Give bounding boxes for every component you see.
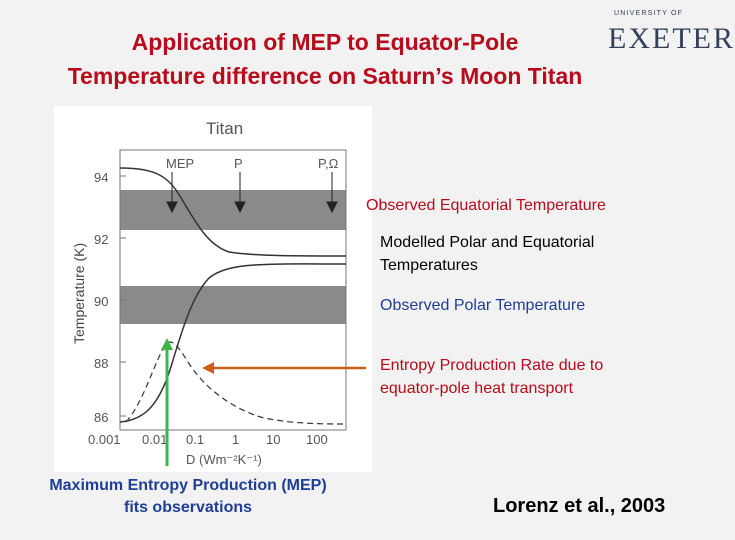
x-tick-label: 0.1: [186, 432, 205, 447]
logo-name: EXETER: [608, 22, 735, 55]
mep-caption-line2: fits observations: [123, 499, 253, 516]
entropy-label-line1: Entropy Production Rate due to: [380, 357, 604, 374]
titan-figure: [54, 106, 372, 472]
figure-ylabel: Temperature (K): [71, 242, 87, 344]
x-tick-label: 100: [306, 432, 328, 447]
logo-top-text: UNIVERSITY OF: [614, 10, 684, 17]
y-tick-label: 86: [94, 410, 109, 425]
y-tick-label: 88: [94, 356, 109, 371]
modelled-temperatures-label-line1: Modelled Polar and Equatorial: [380, 234, 595, 251]
university-logo: [574, 8, 735, 66]
x-axis-label: D (Wm⁻²K⁻¹): [186, 452, 262, 467]
observed-equatorial-label: Observed Equatorial Temperature: [366, 197, 606, 214]
y-tick-label: 94: [94, 170, 109, 185]
arrow-label-p: P: [234, 156, 243, 171]
observed-equatorial-band: [120, 190, 346, 230]
x-tick-label: 1: [232, 432, 240, 447]
figure-title: Titan: [206, 119, 244, 138]
x-tick-label: 0.01: [142, 432, 168, 447]
observed-polar-label: Observed Polar Temperature: [380, 297, 586, 314]
citation: Lorenz et al., 2003: [493, 495, 666, 517]
x-tick-label: 0.001: [88, 432, 121, 447]
slide-title-line2: Temperature difference on Saturn’s Moon Titan: [67, 63, 583, 89]
arrow-label-mep: MEP: [166, 156, 195, 171]
titan-plot: [54, 106, 372, 472]
mep-caption-line1: Maximum Entropy Production (MEP): [49, 477, 327, 494]
slide-title-line1: Application of MEP to Equator-Pole: [131, 29, 519, 55]
mep-caption: [8, 475, 368, 519]
x-tick-label: 10: [266, 432, 281, 447]
entropy-production-curve: [126, 342, 346, 424]
observed-polar-band: [120, 286, 346, 324]
entropy-label-line2: equator-pole heat transport: [380, 380, 574, 397]
y-tick-label: 90: [94, 294, 109, 309]
arrow-label-p-omega: P,Ω: [318, 156, 339, 171]
modelled-temperatures-label-line2: Temperatures: [380, 257, 478, 274]
y-tick-label: 92: [94, 232, 109, 247]
